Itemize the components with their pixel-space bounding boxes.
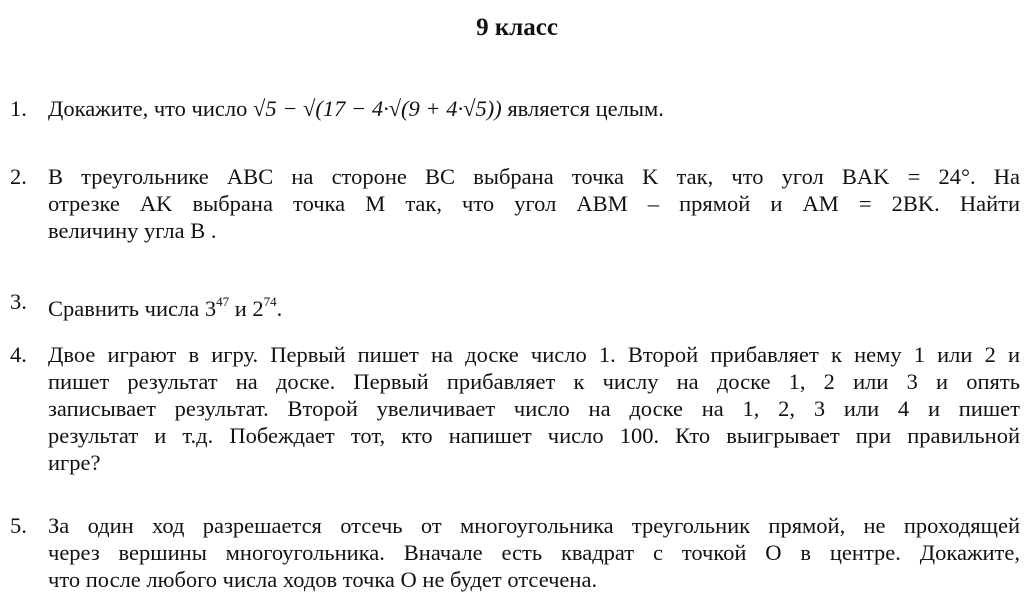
problem-line: через вершины многоугольника. Вначале есть квадрат с точкой O в центре. Докажите, bbox=[48, 540, 1020, 565]
problem-line: пишет результат на доске. Первый прибавляет к числу на доске 1, 2 или 3 и опять bbox=[48, 369, 1020, 394]
problem-line: записывает результат. Второй увеличивает число на доске на 1, 2, 3 или 4 и пишет bbox=[48, 396, 1020, 421]
problem-text bbox=[48, 341, 1020, 476]
problem-number: 3. bbox=[10, 289, 27, 314]
problem-text-before: Докажите, что число bbox=[48, 96, 248, 121]
problem-line: результат и т.д. Побеждает тот, кто напишет число 100. Кто выигрывает при правильной bbox=[48, 423, 1020, 448]
power-2-74: $2^{74}$ bbox=[252, 294, 277, 321]
problem-line: В треугольнике ABC на стороне BC выбрана точка K так, что угол BAK = 24°. На bbox=[48, 164, 1020, 189]
problem-5 bbox=[10, 512, 1020, 593]
conjunction: и bbox=[234, 296, 247, 321]
problem-1 bbox=[10, 95, 1020, 122]
problem-3 bbox=[10, 288, 1020, 322]
power-3-47: $3^{47}$ bbox=[204, 294, 230, 321]
problem-text: Сравнить числа $3^{47}$ и $2^{74}$. bbox=[48, 294, 283, 321]
problem-text bbox=[48, 512, 1020, 593]
problem-text-before: Сравнить числа bbox=[48, 296, 200, 321]
problem-4 bbox=[10, 341, 1020, 476]
page-title: 9 класс bbox=[476, 14, 558, 41]
problem-number: 5. bbox=[10, 513, 27, 538]
problem-number: 2. bbox=[10, 164, 27, 189]
problem-line: Двое играют в игру. Первый пишет на доске число 1. Второй прибавляет к нему 1 или 2 и bbox=[48, 342, 1020, 367]
problem-line: игре? bbox=[48, 450, 101, 475]
problem-text bbox=[48, 163, 1020, 244]
problem-number: 4. bbox=[10, 342, 27, 367]
problem-text-after: является целым. bbox=[507, 96, 664, 121]
problem-2 bbox=[10, 163, 1020, 244]
problem-line: величину угла B . bbox=[48, 218, 217, 243]
problem-text bbox=[48, 95, 1020, 122]
problem-number: 1. bbox=[10, 96, 27, 121]
problem-line: что после любого числа ходов точка O не будет отсечена. bbox=[48, 567, 598, 592]
problem-line: отрезке AK выбрана точка M так, что угол ABM – прямой и AM = 2BK. Найти bbox=[48, 191, 1020, 216]
radical-expression: √5 − √(17 − 4·√(9 + 4·√5)) bbox=[253, 96, 502, 121]
problem-line: За один ход разрешается отсечь от многоугольника треугольник прямой, не проходящей bbox=[48, 513, 1020, 538]
